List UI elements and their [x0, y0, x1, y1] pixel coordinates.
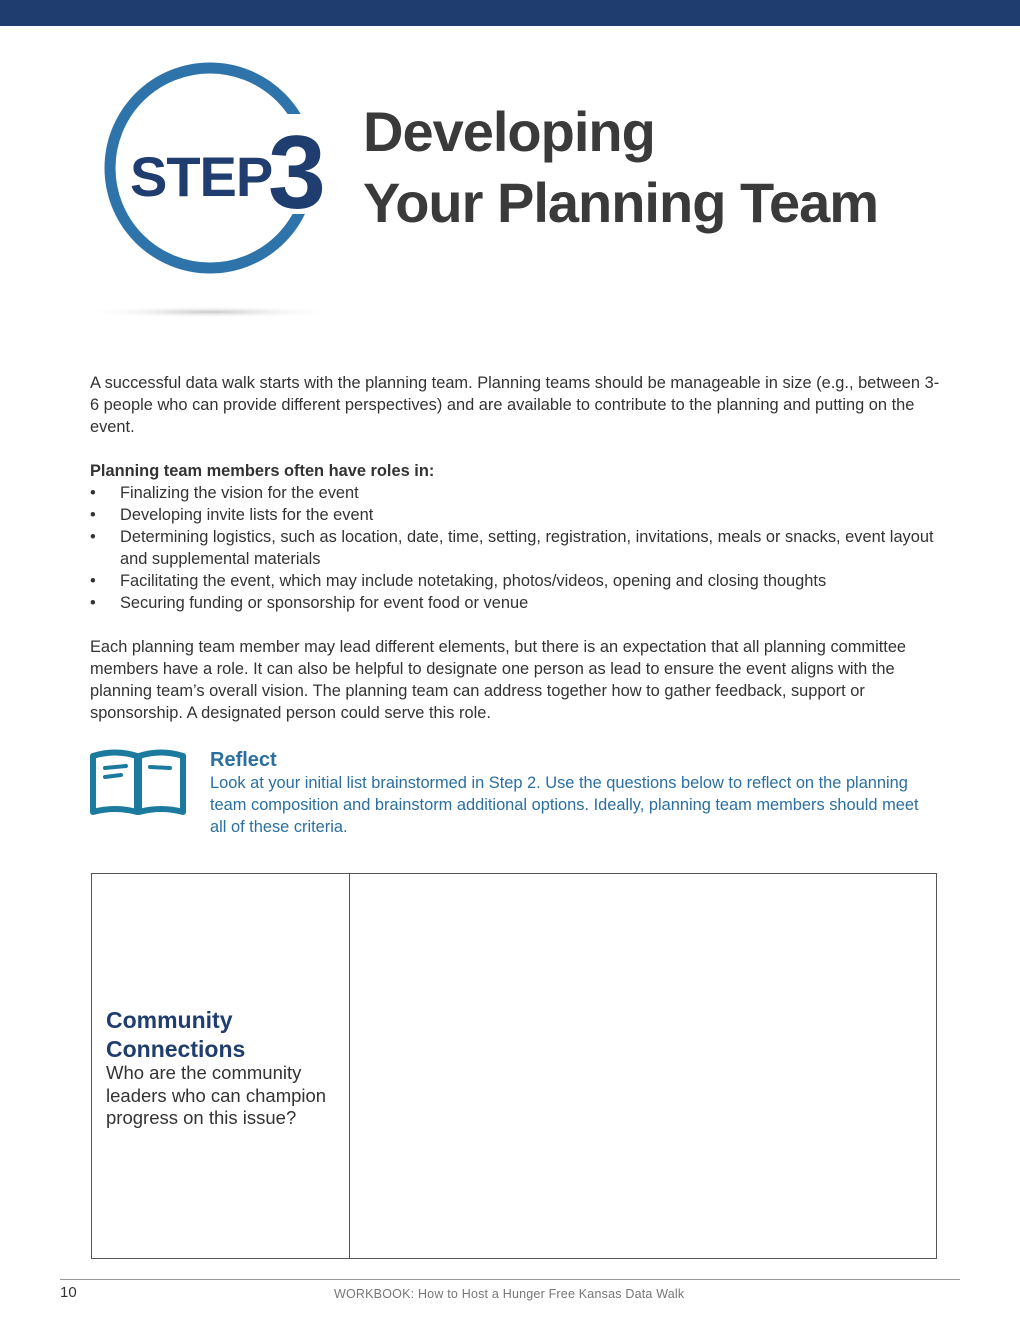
title-line-1: Developing — [363, 100, 655, 163]
criteria-content — [106, 1006, 342, 1130]
open-book-icon — [88, 748, 188, 818]
roles-section — [90, 460, 940, 614]
page-number: 10 — [60, 1284, 77, 1301]
roles-paragraph: Each planning team member may lead different elements, but there is an expectation that all planning committee members have a role. It can also be helpful to designate one person as lead to ensure the event aligns with the planning team’s overall vision. The planning team can address together how to gather feedback, support or sponsorship. A designated person could serve this role. — [90, 638, 907, 722]
title-line-2: Your Planning Team — [363, 171, 879, 234]
badge-step-word: STEP — [130, 145, 273, 208]
list-item: • Finalizing the vision for the event — [90, 482, 940, 504]
badge-step-number: 3 — [268, 115, 326, 231]
list-item: • Facilitating the event, which may include notetaking, photos/videos, opening and closing thoughts — [90, 570, 940, 592]
top-bar — [0, 0, 1020, 26]
reflect-section — [210, 748, 930, 838]
list-item: • Determining logistics, such as location, date, time, setting, registration, invitations, meals or snacks, event layout and supplemental materials — [90, 526, 940, 570]
roles-list — [90, 482, 940, 614]
list-item: • Securing funding or sponsorship for event food or venue — [90, 592, 940, 614]
footer-text: WORKBOOK: How to Host a Hunger Free Kansas Data Walk — [334, 1287, 685, 1301]
reflect-title: Reflect — [210, 749, 277, 771]
reflection-table — [91, 873, 937, 1259]
answer-cell[interactable] — [350, 874, 936, 1258]
criteria-title: Community Connections — [106, 1007, 246, 1062]
page-title — [363, 96, 878, 238]
footer-divider — [60, 1279, 960, 1280]
reflect-text: Look at your initial list brainstormed in Step 2. Use the questions below to reflect on the planning team composition and brainstorm additional options. Ideally, planning team members should meet all of these criteria. — [210, 774, 919, 836]
intro-paragraph: A successful data walk starts with the planning team. Planning teams should be manageable in size (e.g., between 3-6 people who can provide different perspectives) and are available to contribute to the planning and putting on the event. — [90, 374, 940, 436]
roles-heading: Planning team members often have roles in: — [90, 462, 435, 480]
step-badge — [78, 52, 348, 332]
criteria-question: Who are the community leaders who can champion progress on this issue? — [106, 1062, 327, 1128]
criteria-cell — [92, 874, 350, 1258]
list-item: • Developing invite lists for the event — [90, 504, 940, 526]
